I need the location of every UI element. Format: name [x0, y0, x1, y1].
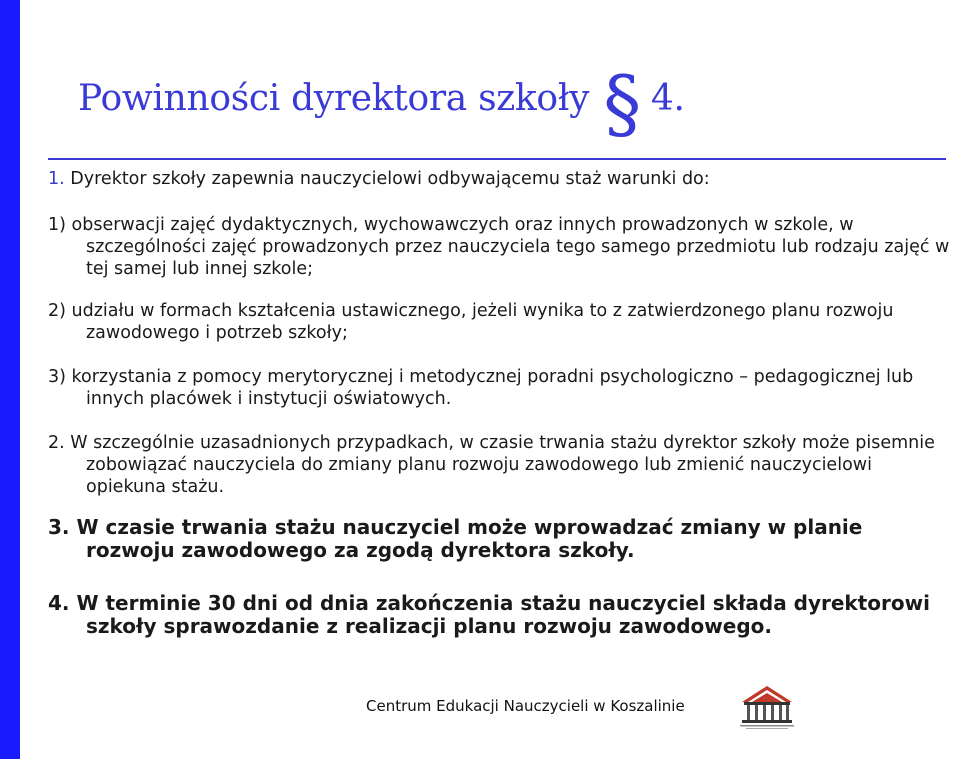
paragraph-3: [48, 516, 953, 562]
paragraph-1-number: 1.: [48, 169, 65, 189]
left-accent-bar: [0, 0, 20, 759]
paragraph-4: [48, 592, 953, 638]
list-item-3-text: 3) korzystania z pomocy merytorycznej i metodycznej poradni psychologiczno – pedagogicznej lub innych placówek i instytucji oświatowych.: [48, 367, 914, 409]
paragraph-1-text: Dyrektor szkoły zapewnia nauczycielowi odbywającemu staż warunki do:: [70, 169, 710, 189]
list-item-2-text: 2) udziału w formach kształcenia ustawicznego, jeżeli wynika to z zatwierdzonego planu rozwoju zawodowego i potrzeb szkoły;: [48, 301, 894, 343]
list-item-1: [48, 214, 953, 280]
paragraph-4-text: 4. W terminie 30 dni od dnia zakończenia stażu nauczyciel składa dyrektorowi szkoły sprawozdanie z realizacji planu rozwoju zawodowego.: [48, 591, 930, 638]
list-item-2: [48, 300, 953, 344]
section-symbol: §: [603, 59, 641, 148]
section-number: 4.: [650, 78, 685, 119]
paragraph-2-text: 2. W szczególnie uzasadnionych przypadkach, w czasie trwania stażu dyrektor szkoły może pisemnie zobowiązać nauczyciela do zmiany planu rozwoju zawodowego lub zmienić nauczycielowi opiekuna stażu.: [48, 433, 935, 497]
building-logo-icon: [738, 682, 796, 730]
paragraph-1: [48, 168, 953, 190]
list-item-3: [48, 366, 953, 410]
paragraph-3-text: 3. W czasie trwania stażu nauczyciel może wprowadzać zmiany w planie rozwoju zawodowego za zgodą dyrektora szkoły.: [48, 515, 863, 562]
page-title: [78, 59, 685, 148]
footer-text: Centrum Edukacji Nauczycieli w Koszalinie: [366, 697, 685, 715]
title-underline: [48, 158, 946, 160]
list-item-1-text: 1) obserwacji zajęć dydaktycznych, wychowawczych oraz innych prowadzonych w szkole, w szczególności zajęć prowadzonych przez nauczyciela tego samego przedmiotu lub rodzaju zajęć w tej samej lub innej szkole;: [48, 215, 950, 279]
title-text: Powinności dyrektora szkoły: [78, 78, 590, 119]
paragraph-2: [48, 432, 953, 498]
